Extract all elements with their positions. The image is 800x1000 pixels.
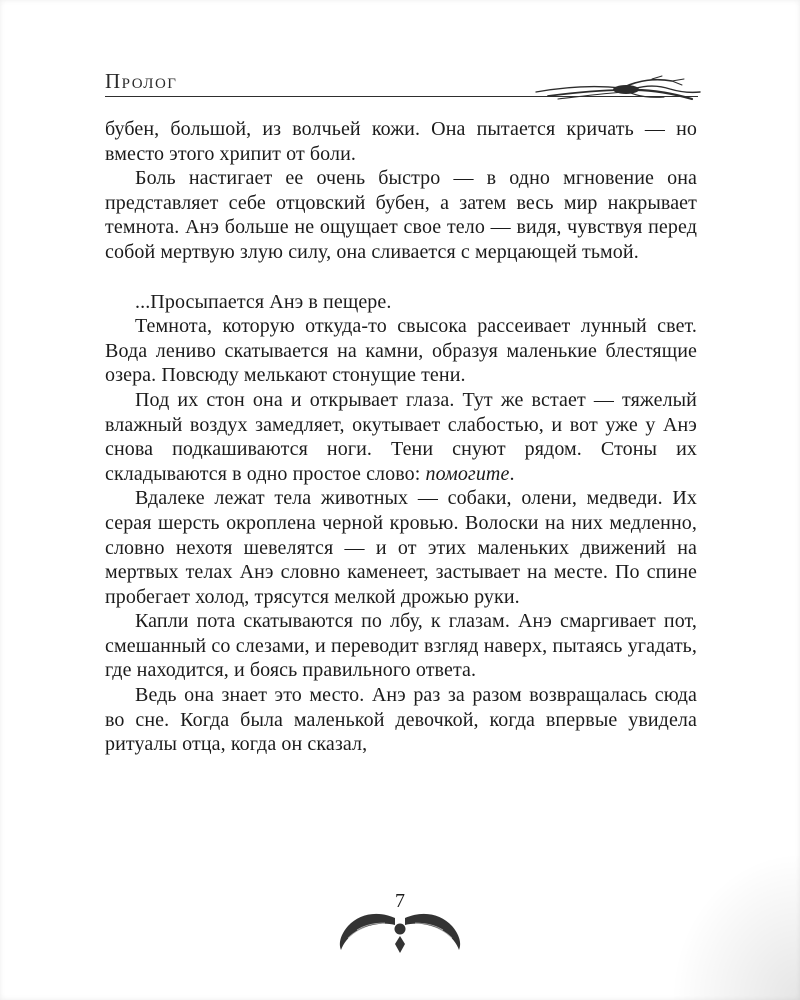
- text-segment: Ведь она знает это место. Анэ раз за разом возвращалась сюда во сне. Когда была маленькой девочкой, когда впервые увидела ритуалы отца, когда он сказал,: [105, 684, 697, 756]
- horns-ornament-icon: [0, 906, 800, 958]
- page-header: [105, 70, 698, 97]
- page-number: 7: [395, 890, 405, 912]
- paragraph: [105, 166, 697, 264]
- text-segment: Капли пота скатываются по лбу, к глазам. Анэ смаргивает пот, смешанный со слезами, и переводит взгляд наверх, пытаясь угадать, где находится, и боясь правильного ответа.: [105, 610, 697, 682]
- text-segment: Темнота, которую откуда-то свысока рассеивает лунный свет. Вода лениво скатывается на камни, образуя маленькие блестящие озера. Повсюду мелькают стонущие тени.: [105, 315, 697, 387]
- text-segment: Под их стон она и открывает глаза. Тут же встает — тяжелый влажный воздух замедляет, окутывает слабостью, и вот уже у Анэ снова подкашиваются ноги. Тени снуют рядом. Стоны их складываются в одно простое слово:: [105, 388, 697, 485]
- paragraph: [105, 388, 697, 486]
- chapter-title: Пролог: [105, 69, 178, 93]
- paragraph: [105, 609, 697, 683]
- paragraph: [105, 290, 697, 315]
- text-segment: бубен, большой, из волчьей кожи. Она пытается кричать — но вместо этого хрипит от боли.: [105, 118, 697, 165]
- paragraph: [105, 117, 697, 166]
- branch-root-ornament-icon: [534, 75, 704, 103]
- text-segment: Боль настигает ее очень быстро — в одно мгновение она представляет себе отцовский бубен, а затем весь мир накрывает темнота. Анэ больше не ощущает свое тело — видя, чувствуя перед собой мертвую злую силу, она сливается с мерцающей тьмой.: [105, 167, 697, 263]
- text-segment: Вдалеке лежат тела животных — собаки, олени, медведи. Их серая шерсть окроплена черной кровью. Волоски на них медленно, словно нехотя шевелятся — и от этих маленьких движений на мертвых телах Анэ словно каменеет, застывает на месте. По спине пробегает холод, трясутся мелкой дрожью руки.: [105, 487, 697, 608]
- text-segment: ...Просыпается Анэ в пещере.: [135, 290, 392, 313]
- page-footer: [0, 890, 800, 958]
- paragraph: [105, 486, 697, 609]
- paragraph: [105, 683, 697, 757]
- italic-text: помогите: [425, 462, 510, 485]
- text-segment: .: [509, 462, 515, 485]
- body-text: [105, 117, 697, 757]
- paragraph: [105, 314, 697, 388]
